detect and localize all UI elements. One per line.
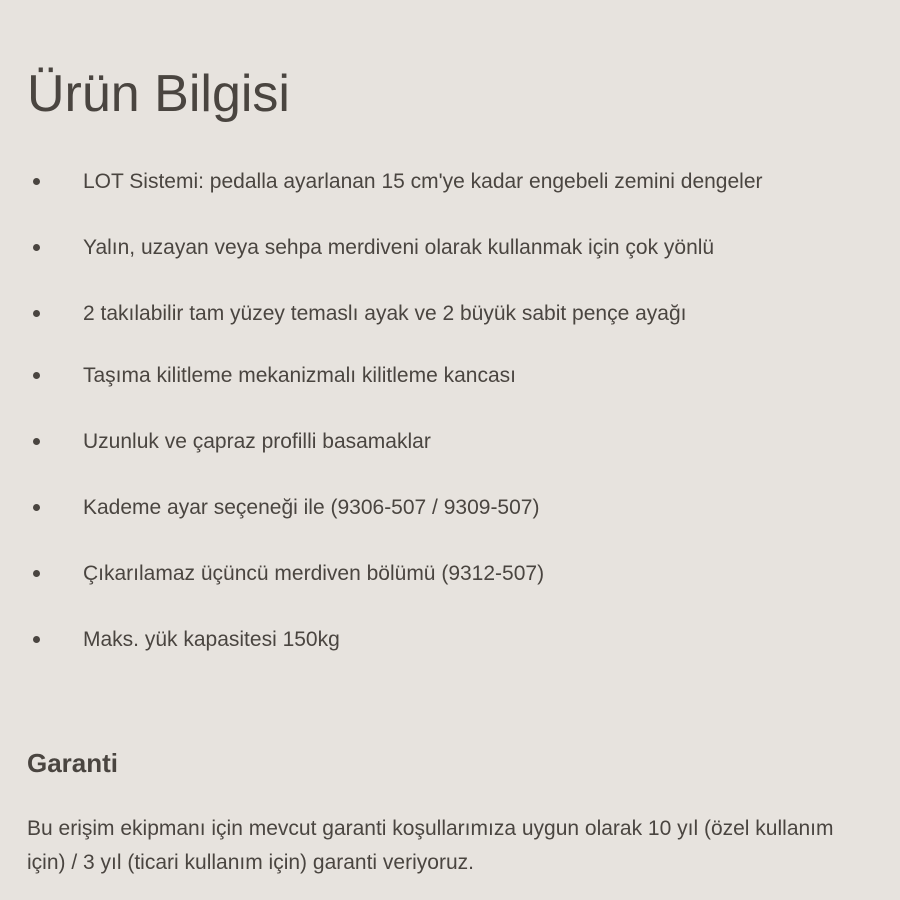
feature-list [27, 168, 877, 692]
list-item [27, 626, 877, 692]
feature-text: 2 takılabilir tam yüzey temaslı ayak ve 2 büyük sabit pençe ayağı [83, 302, 687, 325]
bullet-icon [33, 504, 40, 511]
list-item [27, 300, 877, 362]
feature-text: Kademe ayar seçeneği ile (9306-507 / 9309-507) [83, 496, 540, 519]
list-item [27, 560, 877, 626]
bullet-icon [33, 244, 40, 251]
bullet-icon [33, 372, 40, 379]
bullet-icon [33, 636, 40, 643]
feature-text: LOT Sistemi: pedalla ayarlanan 15 cm'ye kadar engebeli zemini dengeler [83, 170, 763, 193]
list-item [27, 234, 877, 300]
feature-text: Taşıma kilitleme mekanizmalı kilitleme kancası [83, 364, 516, 387]
page-title: Ürün Bilgisi [27, 65, 290, 123]
feature-text: Çıkarılamaz üçüncü merdiven bölümü (9312-507) [83, 562, 545, 585]
list-item [27, 494, 877, 560]
list-item [27, 168, 877, 234]
warranty-text: Bu erişim ekipmanı için mevcut garanti koşullarımıza uygun olarak 10 yıl (özel kullanım için) / 3 yıl (ticari kullanım için) garanti veriyoruz. [27, 817, 834, 874]
list-item [27, 428, 877, 494]
warranty-heading: Garanti [27, 748, 119, 778]
bullet-icon [33, 438, 40, 445]
product-info-section [27, 0, 877, 874]
bullet-icon [33, 178, 40, 185]
feature-text: Maks. yük kapasitesi 150kg [83, 628, 340, 651]
feature-text: Yalın, uzayan veya sehpa merdiveni olarak kullanmak için çok yönlü [83, 236, 715, 259]
feature-text: Uzunluk ve çapraz profilli basamaklar [83, 430, 431, 453]
bullet-icon [33, 310, 40, 317]
list-item [27, 362, 877, 428]
bullet-icon [33, 570, 40, 577]
